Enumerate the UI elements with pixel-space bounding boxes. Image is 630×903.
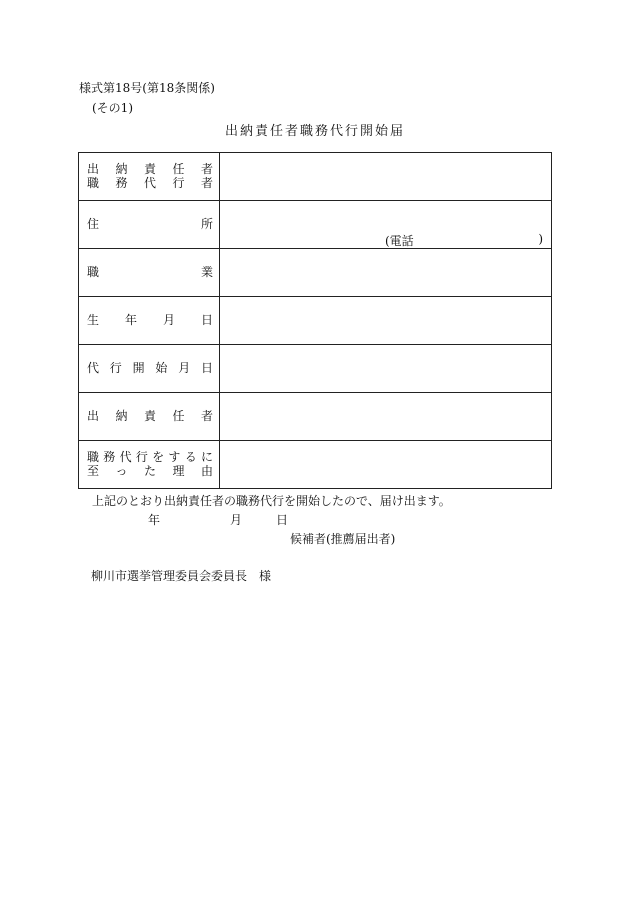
statement: 上記のとおり出納責任者の職務代行を開始したので、届け出ます。 — [92, 494, 451, 508]
row-label-char: 業 — [200, 265, 213, 279]
row-label-cell — [79, 441, 220, 489]
row-value-cell[interactable] — [220, 393, 552, 441]
table-row — [79, 393, 552, 441]
row-label-char: 出 — [87, 162, 100, 176]
table-row — [79, 441, 552, 489]
row-label-line — [87, 361, 213, 375]
row-label-char: 責 — [143, 409, 156, 423]
row-label-char: 行 — [172, 176, 185, 190]
row-label-line — [87, 217, 213, 231]
row-value-cell[interactable] — [220, 441, 552, 489]
date-day: 日 — [276, 513, 289, 527]
row-label-line — [87, 176, 213, 190]
row-label-char: 者 — [200, 409, 213, 423]
row-label-char: に — [200, 450, 213, 464]
table-row — [79, 153, 552, 201]
row-label-char: 職 — [87, 450, 100, 464]
row-label-line — [87, 265, 213, 279]
row-label-cell — [79, 153, 220, 201]
form-table — [78, 152, 552, 489]
row-label-char: 始 — [155, 361, 168, 375]
row-label-char: 職 — [87, 176, 100, 190]
date-month: 月 — [230, 513, 243, 527]
row-label-char: 所 — [200, 217, 213, 231]
phone-label: (電話 — [385, 234, 414, 248]
table-row — [79, 249, 552, 297]
row-label-char: 責 — [143, 162, 156, 176]
date-year: 年 — [148, 513, 161, 527]
row-label-line — [87, 464, 213, 478]
row-label-char: 行 — [109, 361, 122, 375]
row-label-line — [87, 162, 213, 176]
table-row — [79, 345, 552, 393]
row-label-char: 月 — [178, 361, 191, 375]
row-label-char: 者 — [200, 162, 213, 176]
phone-close: ) — [538, 232, 543, 246]
row-label-char: 理 — [172, 464, 185, 478]
form-title: 出納責任者職務代行開始届 — [224, 124, 405, 139]
date-line — [148, 511, 288, 528]
row-label-char: を — [152, 450, 165, 464]
row-label-char: 年 — [124, 313, 137, 327]
row-label-char: 日 — [200, 313, 213, 327]
form-part: (その1) — [92, 101, 133, 115]
candidate-label: 候補者(推薦届出者) — [290, 532, 396, 546]
table-row — [79, 201, 552, 249]
row-label-line — [87, 450, 213, 464]
row-label-line — [87, 313, 213, 327]
row-label-char: 代 — [143, 176, 156, 190]
row-label-char: 生 — [87, 313, 100, 327]
row-label-char: 任 — [172, 409, 185, 423]
row-label-cell — [79, 249, 220, 297]
row-value-cell[interactable] — [220, 153, 552, 201]
row-label-char: 者 — [200, 176, 213, 190]
phone-field — [385, 232, 543, 249]
row-label-char: 任 — [172, 162, 185, 176]
row-label-char: る — [184, 450, 197, 464]
row-label-char: 住 — [87, 217, 100, 231]
row-label-char: す — [168, 450, 181, 464]
row-label-char: 務 — [115, 176, 128, 190]
row-label-char: 代 — [87, 361, 100, 375]
row-label-char: 納 — [115, 162, 128, 176]
row-label-char: 至 — [87, 464, 100, 478]
row-label-cell — [79, 201, 220, 249]
row-value-cell[interactable] — [220, 249, 552, 297]
row-label-cell — [79, 297, 220, 345]
row-label-cell — [79, 345, 220, 393]
row-value-cell[interactable] — [220, 201, 552, 249]
row-label-char: 行 — [135, 450, 148, 464]
row-label-char: 務 — [103, 450, 116, 464]
table-row — [79, 297, 552, 345]
row-label-char: 出 — [87, 409, 100, 423]
row-value-cell[interactable] — [220, 345, 552, 393]
row-label-cell — [79, 393, 220, 441]
row-label-char: 月 — [162, 313, 175, 327]
row-label-char: 職 — [87, 265, 100, 279]
addressee: 柳川市選挙管理委員会委員長 様 — [91, 569, 272, 583]
row-label-char: 開 — [132, 361, 145, 375]
form-number: 様式第18号(第18条関係) — [79, 81, 215, 95]
row-label-char: っ — [115, 464, 128, 478]
row-label-char: 代 — [119, 450, 132, 464]
row-label-char: 納 — [115, 409, 128, 423]
row-label-char: た — [143, 464, 156, 478]
row-label-char: 日 — [200, 361, 213, 375]
row-label-line — [87, 409, 213, 423]
row-label-char: 由 — [200, 464, 213, 478]
row-value-cell[interactable] — [220, 297, 552, 345]
